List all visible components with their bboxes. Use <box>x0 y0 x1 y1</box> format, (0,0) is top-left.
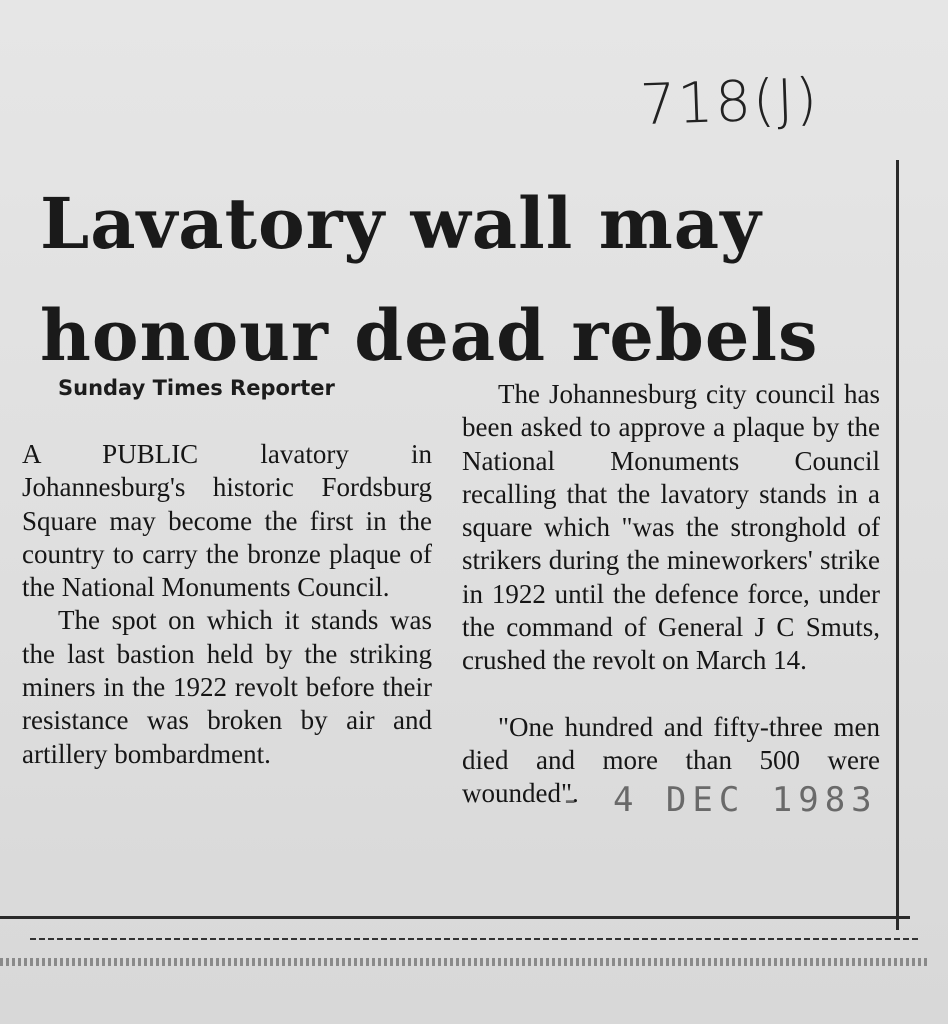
column-rule-vertical <box>896 160 899 930</box>
article-column-right <box>462 378 880 811</box>
bottom-rule-dashed <box>30 938 920 940</box>
paragraph: The Johannesburg city council has been asked to approve a plaque by the National Monuments Council recalling that the lavatory stands in a square which "was the stronghold of strikers during the mineworkers' strike in 1922 until the defence force, under the command of General J C Smuts, crushed the revolt on March 14. <box>462 379 880 676</box>
handwritten-reference: 718(J) <box>638 66 821 139</box>
bottom-rule <box>0 916 910 919</box>
article-column-left <box>22 438 432 771</box>
paragraph: "One hundred and fifty-three men died and more than 500 were wounded". <box>462 711 880 809</box>
headline-line-1: Lavatory wall may <box>40 182 762 265</box>
paragraph: A PUBLIC lavatory in Johannesburg's historic Fordsburg Square may become the first in the country to carry the bronze plaque of the National Monuments Council. <box>22 439 432 603</box>
headline <box>40 168 890 392</box>
paragraph: The spot on which it stands was the last bastion held by the striking miners in the 1922 revolt before their resistance was broken by air and artillery bombardment. <box>22 605 432 769</box>
bottom-rule-dotted <box>0 958 930 966</box>
headline-line-2: honour dead rebels <box>40 294 819 377</box>
byline: Sunday Times Reporter <box>58 376 335 400</box>
date-stamp: - 4 DEC 1983 <box>560 780 878 820</box>
